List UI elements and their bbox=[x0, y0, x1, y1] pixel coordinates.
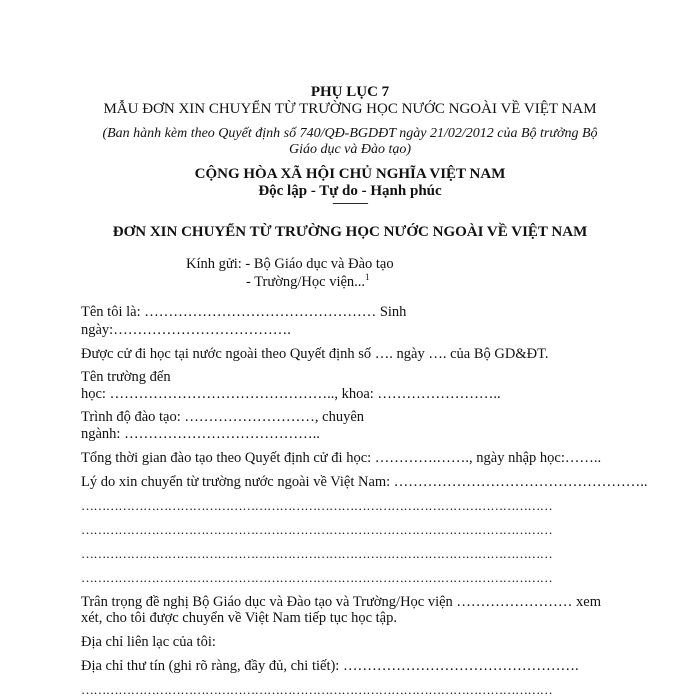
level-line1: Trình độ đào tạo: ………………………, chuyên bbox=[81, 409, 365, 425]
level-line2: ngành: ………………………………….. bbox=[81, 426, 320, 442]
form-title-top: MẪU ĐƠN XIN CHUYỂN TỪ TRƯỜNG HỌC NƯỚC NGOÀI VỀ VIỆT NAM bbox=[103, 101, 597, 117]
name-line2: ngày:………………………………. bbox=[81, 322, 291, 338]
addressee-line2-text: - Trường/Học viện... bbox=[246, 273, 366, 290]
addressee-line1: Kính gửi: - Bộ Giáo dục và Đào tạo bbox=[186, 256, 394, 272]
request-line1: Trân trọng đề nghị Bộ Giáo dục và Đào tạo và Trường/Học viện …………………… xem bbox=[81, 594, 602, 610]
mail-address-dots: …………………………………………………………………………………………………… bbox=[81, 682, 553, 697]
form-title: ĐƠN XIN CHUYỂN TỪ TRƯỜNG HỌC NƯỚC NGOÀI VỀ VIỆT NAM bbox=[112, 224, 588, 240]
footnote-mark: 1 bbox=[365, 272, 370, 282]
decision-line: Được cử đi học tại nước ngoài theo Quyết định số …. ngày …. của Bộ GD&ĐT. bbox=[81, 346, 549, 362]
appendix-label: PHỤ LỤC 7 bbox=[310, 84, 390, 100]
mail-address-line: Địa chỉ thư tín (ghi rõ ràng, đầy đủ, chi tiết): …………………………………………. bbox=[81, 658, 579, 674]
school-line1: Tên trường đến bbox=[81, 369, 171, 385]
national-name: CỘNG HÒA XÃ HỘI CHỦ NGHĨA VIỆT NAM bbox=[194, 166, 506, 182]
request-line2: xét, cho tôi được chuyển về Việt Nam tiếp tục học tập. bbox=[81, 610, 397, 626]
issued-note-line2: Giáo dục và Đào tạo) bbox=[288, 142, 412, 157]
reason-dots-3: …………………………………………………………………………………………………… bbox=[81, 546, 553, 561]
reason-dots-2: …………………………………………………………………………………………………… bbox=[81, 522, 553, 537]
duration-line: Tổng thời gian đào tạo theo Quyết định cử đi học: ………….……., ngày nhập học:…….. bbox=[81, 450, 602, 466]
school-line2: học: ……………………………………….., khoa: …………………….. bbox=[81, 386, 501, 402]
national-motto: Độc lập - Tự do - Hạnh phúc bbox=[258, 183, 442, 199]
reason-dots-1: …………………………………………………………………………………………………… bbox=[81, 498, 553, 513]
addressee-line2 bbox=[246, 272, 370, 291]
reason-line: Lý do xin chuyển từ trường nước ngoài về Việt Nam: …………………………………………….. bbox=[81, 474, 648, 490]
name-line1: Tên tôi là: ………………………………………… Sinh bbox=[81, 304, 407, 320]
issued-note-line1: (Ban hành kèm theo Quyết định số 740/QĐ-BGDĐT ngày 21/02/2012 của Bộ trưởng Bộ bbox=[102, 126, 598, 141]
contact-line: Địa chỉ liên lạc của tôi: bbox=[81, 634, 216, 650]
reason-dots-4: …………………………………………………………………………………………………… bbox=[81, 570, 553, 585]
motto-rule: --------------- bbox=[332, 198, 368, 209]
